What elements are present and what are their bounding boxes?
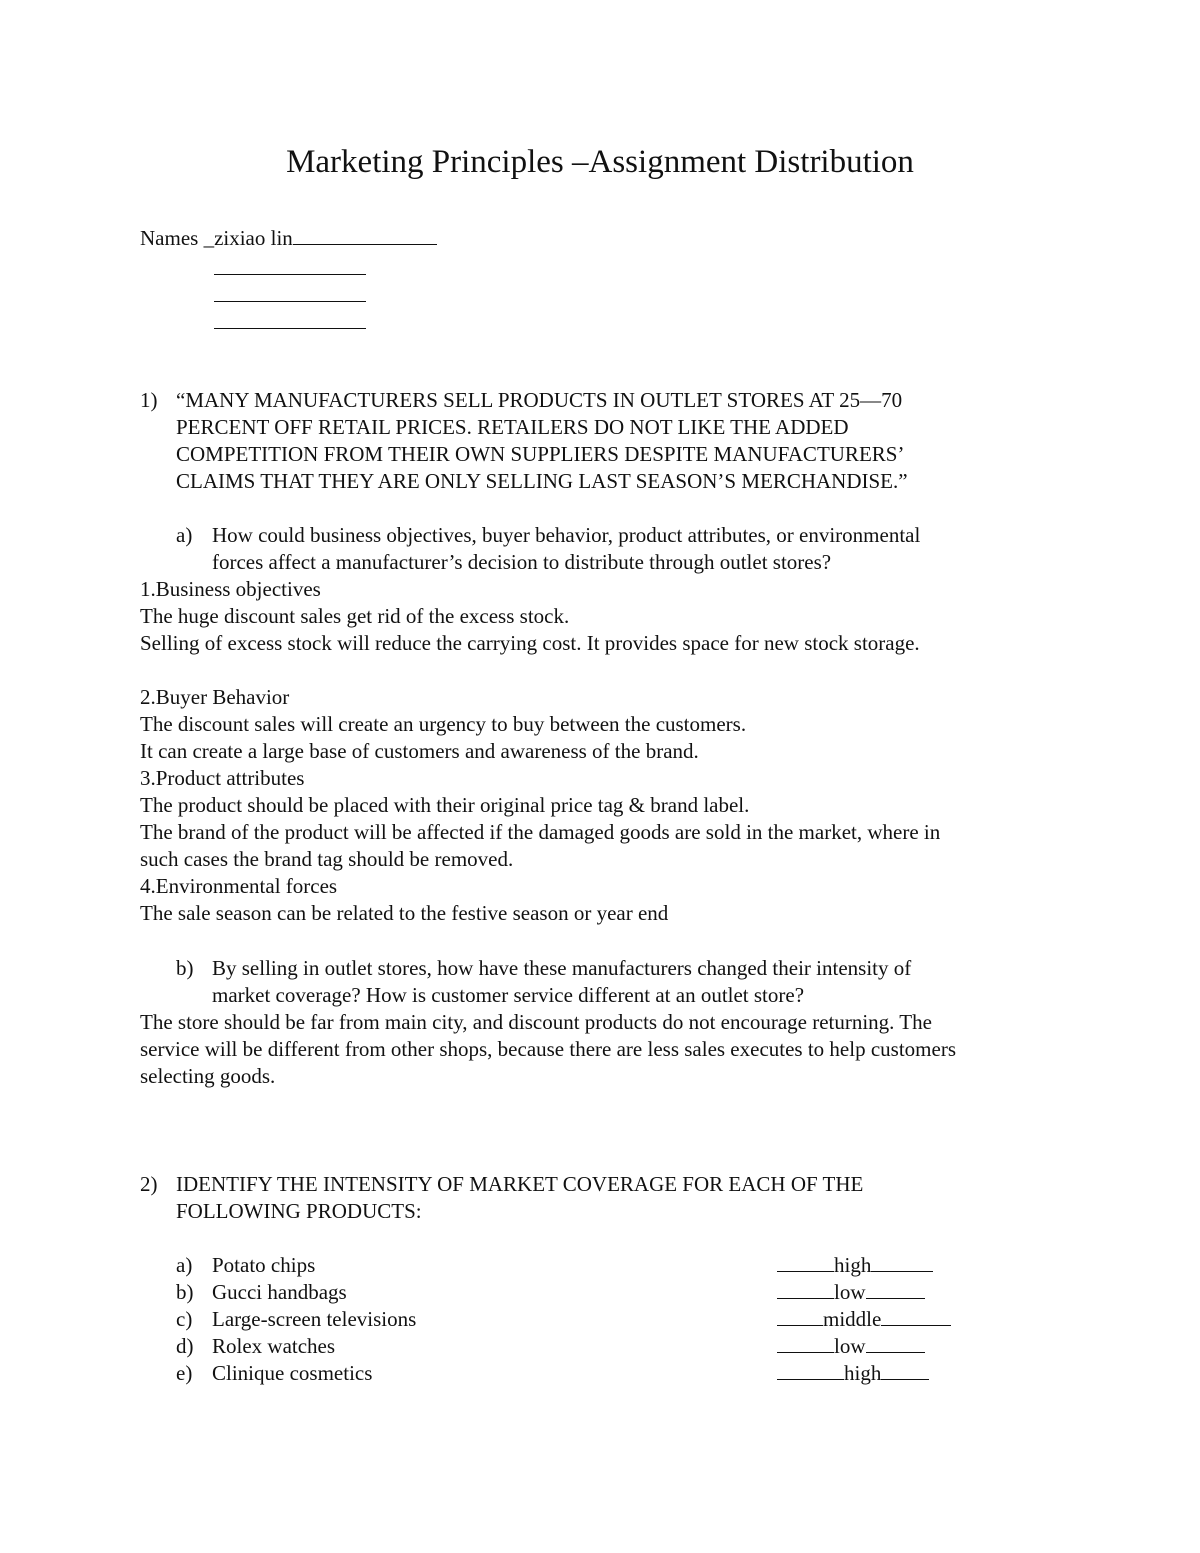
- name-blank-3: [214, 301, 366, 302]
- answer-line: Selling of excess stock will reduce the carrying cost. It provides space for new stock storage.: [140, 631, 920, 655]
- q2-item-answer: [777, 1252, 933, 1279]
- name-blank-4: [214, 328, 366, 329]
- q2-heading-line: FOLLOWING PRODUCTS:: [176, 1199, 422, 1223]
- q1b-question-line: market coverage? How is customer service different at an outlet store?: [212, 983, 805, 1007]
- q2-item-label: b): [176, 1280, 194, 1304]
- names-label: Names _zixiao lin: [140, 226, 293, 250]
- q2-item-answer: [777, 1279, 925, 1306]
- q2-item-label: a): [176, 1253, 193, 1277]
- q1-number: 1): [140, 388, 158, 412]
- q2-heading-line: IDENTIFY THE INTENSITY OF MARKET COVERAGE FOR EACH OF THE: [176, 1172, 864, 1196]
- q2-item-product: Clinique cosmetics: [212, 1361, 373, 1385]
- answer-line: It can create a large base of customers and awareness of the brand.: [140, 739, 699, 763]
- q2-item-product: Potato chips: [212, 1253, 316, 1277]
- answer-text: high: [834, 1253, 872, 1277]
- answer-text: low: [834, 1280, 866, 1304]
- q2-item-product: Gucci handbags: [212, 1280, 347, 1304]
- page-title: Marketing Principles –Assignment Distribution: [286, 144, 914, 180]
- q2-item-answer: [777, 1360, 929, 1387]
- answer-line: 1.Business objectives: [140, 577, 321, 601]
- answer-text: middle: [823, 1307, 882, 1331]
- answer-line: service will be different from other shops, because there are less sales executes to help customers: [140, 1037, 956, 1061]
- q2-number: 2): [140, 1172, 158, 1196]
- q1a-label: a): [176, 523, 193, 547]
- answer-line: The product should be placed with their original price tag & brand label.: [140, 793, 750, 817]
- answer-line: The huge discount sales get rid of the excess stock.: [140, 604, 570, 628]
- q2-item-answer: [777, 1333, 925, 1360]
- answer-line: such cases the brand tag should be removed.: [140, 847, 514, 871]
- answer-line: The discount sales will create an urgency to buy between the customers.: [140, 712, 747, 736]
- q2-item-label: e): [176, 1361, 193, 1385]
- q2-item-product: Large-screen televisions: [212, 1307, 417, 1331]
- q1a-question-line: How could business objectives, buyer behavior, product attributes, or environmental: [212, 523, 921, 547]
- q1b-question-line: By selling in outlet stores, how have these manufacturers changed their intensity of: [212, 956, 912, 980]
- q2-item-label: d): [176, 1334, 194, 1358]
- names-line: [140, 225, 437, 252]
- answer-line: 4.Environmental forces: [140, 874, 338, 898]
- names-underline: [293, 225, 437, 245]
- answer-line: The store should be far from main city, and discount products do not encourage returning. The: [140, 1010, 932, 1034]
- q1-quote-line: COMPETITION FROM THEIR OWN SUPPLIERS DESPITE MANUFACTURERS’: [176, 442, 905, 466]
- q1b-label: b): [176, 956, 194, 980]
- answer-line: selecting goods.: [140, 1064, 276, 1088]
- answer-line: The sale season can be related to the festive season or year end: [140, 901, 669, 925]
- answer-line: The brand of the product will be affected if the damaged goods are sold in the market, where in: [140, 820, 941, 844]
- answer-text: low: [834, 1334, 866, 1358]
- q2-item-answer: [777, 1306, 951, 1333]
- name-blank-2: [214, 274, 366, 275]
- answer-line: 3.Product attributes: [140, 766, 305, 790]
- q1-quote-line: CLAIMS THAT THEY ARE ONLY SELLING LAST SEASON’S MERCHANDISE.”: [176, 469, 908, 493]
- q1a-question-line: forces affect a manufacturer’s decision to distribute through outlet stores?: [212, 550, 832, 574]
- answer-line: 2.Buyer Behavior: [140, 685, 290, 709]
- q2-item-label: c): [176, 1307, 193, 1331]
- q1-quote-line: PERCENT OFF RETAIL PRICES. RETAILERS DO NOT LIKE THE ADDED: [176, 415, 849, 439]
- q2-item-product: Rolex watches: [212, 1334, 336, 1358]
- answer-text: high: [844, 1361, 882, 1385]
- q1-quote-line: “MANY MANUFACTURERS SELL PRODUCTS IN OUTLET STORES AT 25—70: [176, 388, 903, 412]
